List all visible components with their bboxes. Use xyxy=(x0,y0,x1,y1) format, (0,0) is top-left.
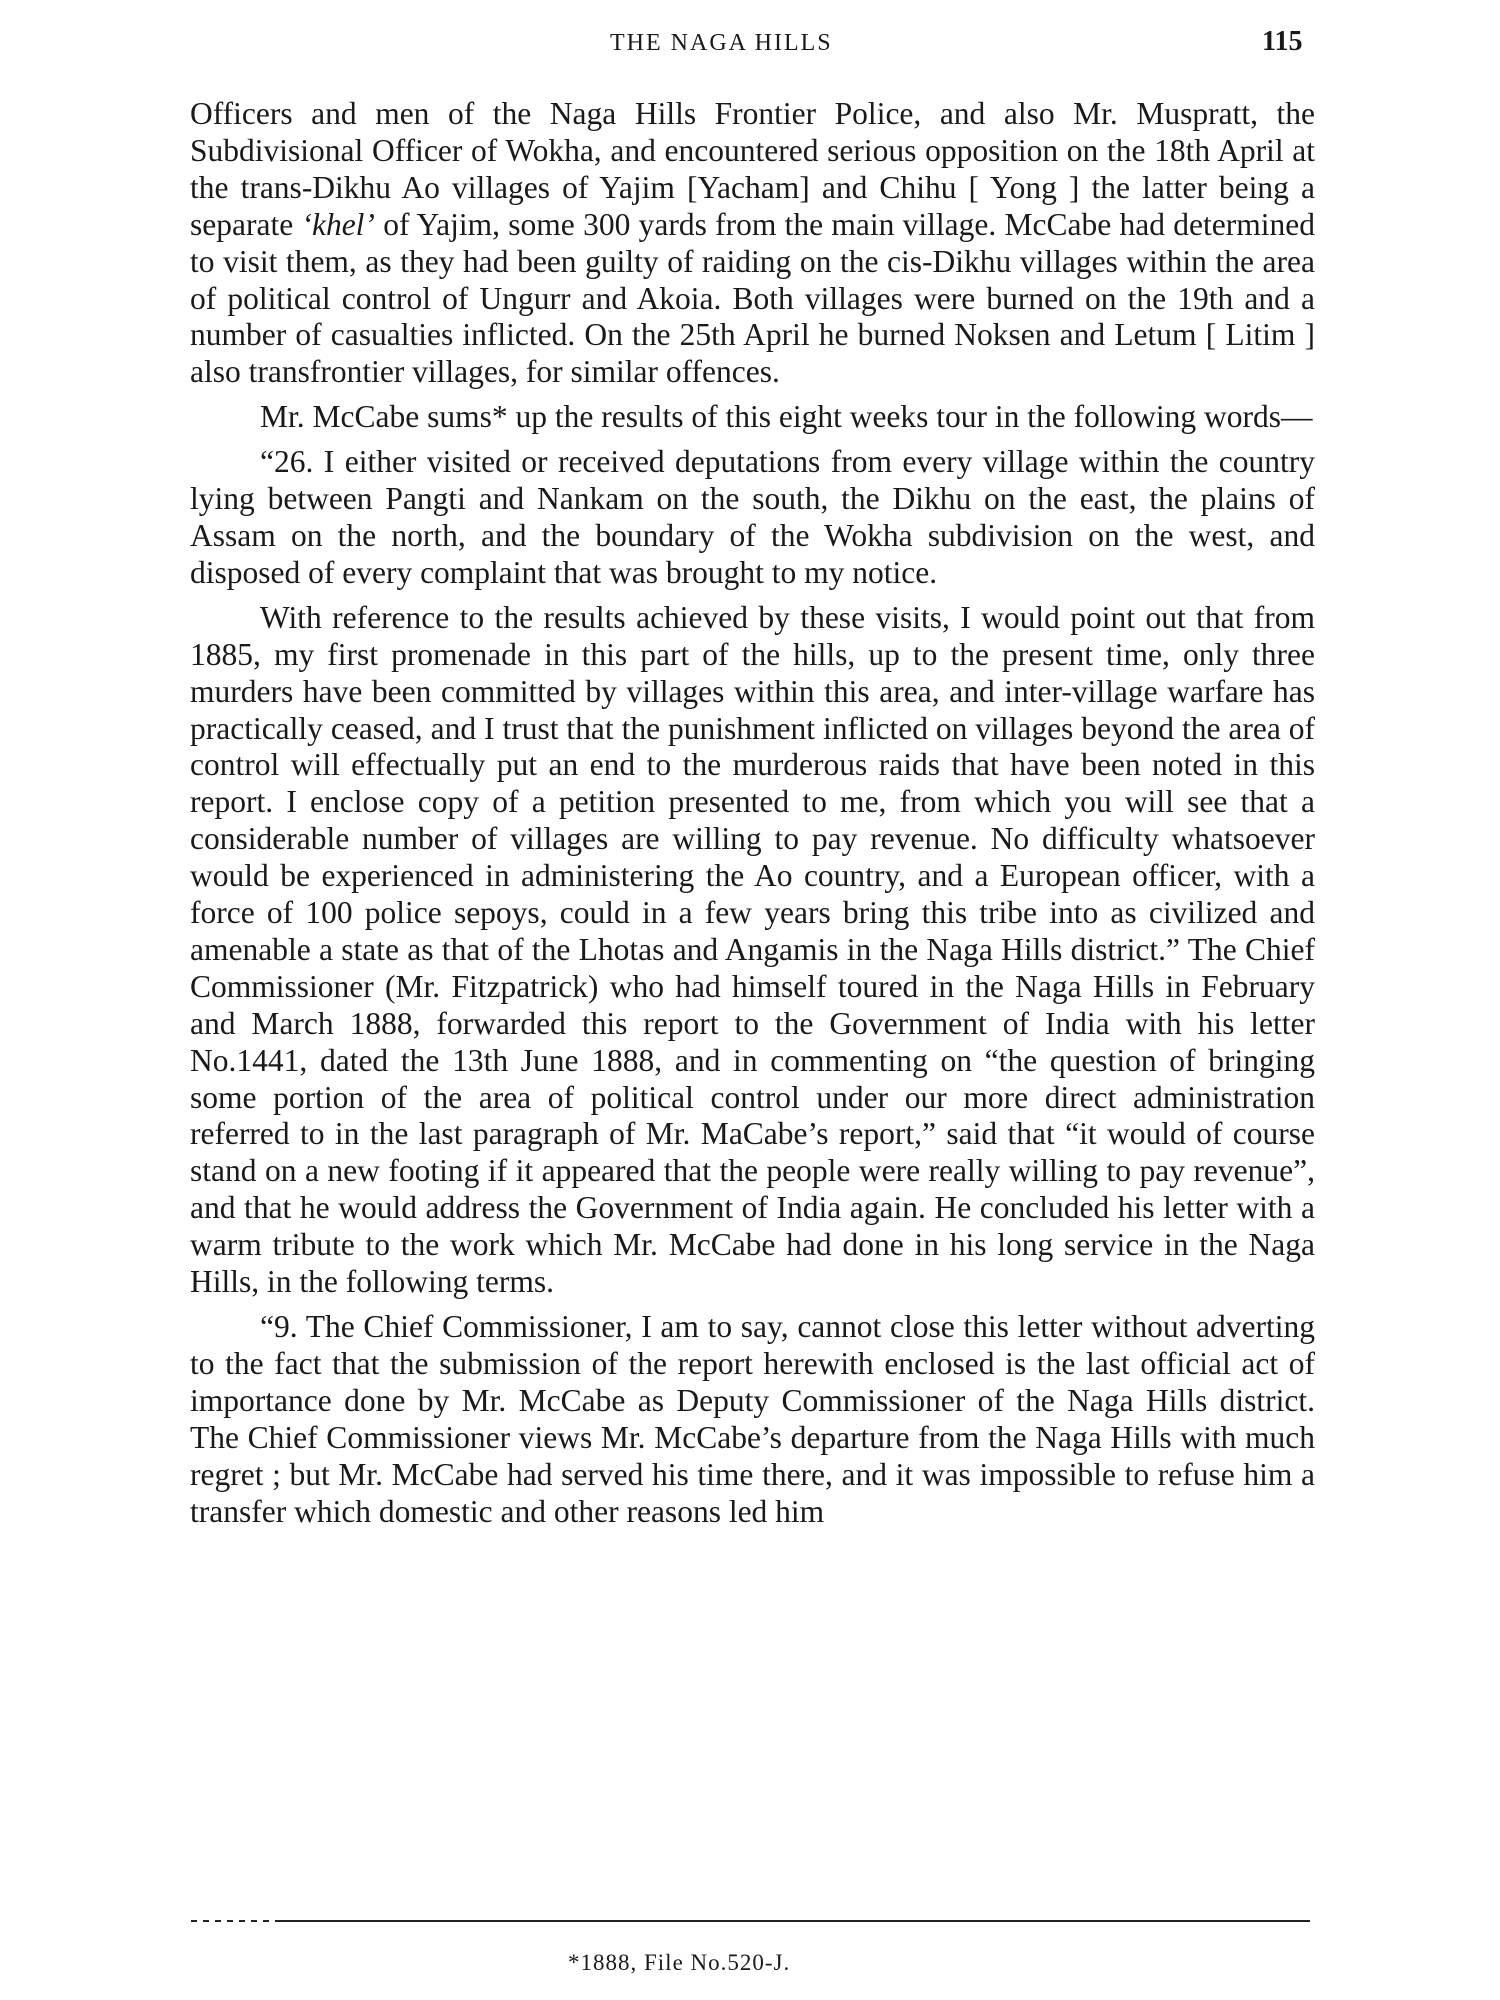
footnote-rule xyxy=(185,1920,1310,1922)
paragraph-2: Mr. McCabe sums* up the results of this eight weeks tour in the following words— xyxy=(260,399,1313,435)
khel-term: ‘khel’ xyxy=(301,206,375,242)
body-text xyxy=(190,96,1315,1530)
running-head: THE NAGA HILLS xyxy=(610,30,833,56)
footnote: *1888, File No.520-J. xyxy=(568,1950,791,1975)
paragraph-1 xyxy=(190,96,1315,391)
quote-paragraph-26: “26. I either visited or received deputations from every village within the country lying between Pangti and Nankam on the south, the Dikhu on the east, the plains of Assam on the north, and the boundary of the Wokha subdivision on the west, and disposed of every complaint that was brought to my notice. xyxy=(190,444,1315,590)
footnote-rule-break xyxy=(185,1918,275,1922)
paragraph-4: With reference to the results achieved by these visits, I would point out that from 1885, my first promenade in this part of the hills, up to the present time, only three murders have been committed by villages within this area, and inter-village warfare has practically ceased, and I trust that the punishment inflicted on villages beyond the area of control will effectually put an end to the murderous raids that have been noted in this report. I enclose copy of a petition presented to me, from which you will see that a considerable number of villages are willing to pay revenue. No difficulty whatsoever would be experienced in administering the Ao country, and a European officer, with a force of 100 police sepoys, could in a few years bring this tribe into as civilized and amenable a state as that of the Lhotas and Angamis in the Naga Hills district.” The Chief Commissioner (Mr. Fitzpatrick) who had himself toured in the Naga Hills in February and March 1888, forwarded this report to the Government of India with his letter No.1441, dated the 13th June 1888, and in commenting on “the question of bringing some portion of the area of political control under our more direct administration referred to in the last paragraph of Mr. MaCabe’s report,” said that “it would of course stand on a new footing if it appeared that the people were really willing to pay revenue”, and that he would address the Government of India again. He concluded his letter with a warm tribute to the work which Mr. McCabe had done in his long service in the Naga Hills, in the following terms. xyxy=(190,599,1315,1300)
quote-paragraph-9: “9. The Chief Commissioner, I am to say, cannot close this letter without adverting to the fact that the submission of the report herewith enclosed is the last official act of importance done by Mr. McCabe as Deputy Commissioner of the Naga Hills district. The Chief Commissioner views Mr. McCabe’s departure from the Naga Hills with much regret ; but Mr. McCabe had served his time there, and it was impossible to refuse him a transfer which domestic and other reasons led him xyxy=(190,1309,1315,1529)
paragraph-1-text: Officers and men of the Naga Hills Frontier Police, and also Mr. Muspratt, the Subdivisional Officer of Wokha, and encountered serious opposition on the 18th April at the trans-Dikhu Ao villages of Yajim [Yacham] and Chihu [ Yong ] the latter being a separate xyxy=(190,96,1315,242)
page-number: 115 xyxy=(1262,26,1303,57)
paragraph-1-text-rest: of Yajim, some 300 yards from the main village. McCabe had determined to visit them, as they had been guilty of raiding on the cis-Dikhu villages within the area of political control of Ungurr and Akoia. Both villages were burned on the 19th and a number of casualties inflicted. On the 25th April he burned Noksen and Letum [ Litim ] also transfrontier villages, for similar offences. xyxy=(190,206,1315,390)
